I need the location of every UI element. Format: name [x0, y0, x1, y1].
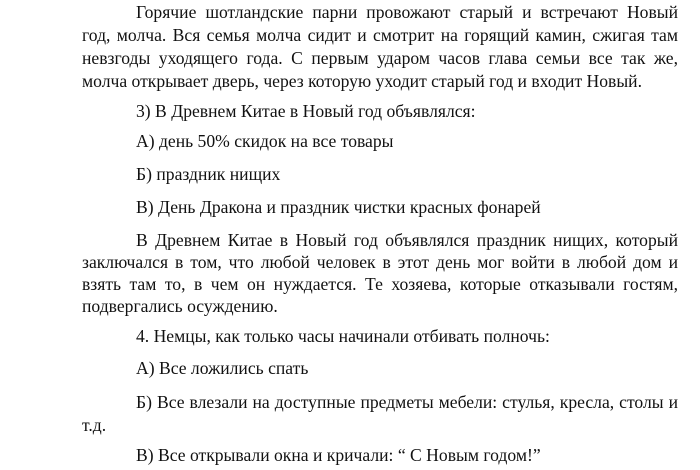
question-4-option-b: Б) Все влезали на доступные предметы мебели: стулья, кресла, столы и — [136, 392, 678, 412]
scotland-paragraph-line-3: невзгоды уходящего года. С первым ударом часов глава семьи все так же, — [82, 48, 678, 68]
question-3-option-c: В) День Дракона и праздник чистки красных фонарей — [136, 197, 541, 217]
china-paragraph-line-4: подвергались осуждению. — [82, 296, 278, 316]
question-3-text: 3) В Древнем Китае в Новый год объявлялся: — [136, 101, 476, 121]
question-3-option-b: Б) праздник нищих — [136, 164, 281, 184]
question-4-option-b-continued: т.д. — [82, 415, 107, 435]
scotland-paragraph-line-1: Горячие шотландские парни провожают старый и встречают Новый — [136, 2, 678, 22]
scotland-paragraph-line-2: год, молча. Вся семья молча сидит и смотрит на горящий камин, сжигая там — [82, 25, 678, 45]
china-paragraph-line-3: взять там то, в чем он нуждается. Те хозяева, которые отказывали гостям, — [82, 274, 678, 294]
question-4-option-c: В) Все открывали окна и кричали: “ С Новым годом!” — [136, 445, 541, 465]
question-3-option-a: А) день 50% скидок на все товары — [136, 131, 394, 151]
question-4-option-a: А) Все ложились спать — [136, 358, 309, 378]
question-4-text: 4. Немцы, как только часы начинали отбивать полночь: — [136, 326, 550, 346]
scotland-paragraph-line-4: молча открывает дверь, через которую уходит старый год и входит Новый. — [82, 71, 642, 91]
china-paragraph-line-2: заключался в том, что любой человек в этот день мог войти в любой дом и — [82, 252, 678, 272]
china-paragraph-line-1: В Древнем Китае в Новый год объявлялся праздник нищих, который — [136, 230, 678, 250]
